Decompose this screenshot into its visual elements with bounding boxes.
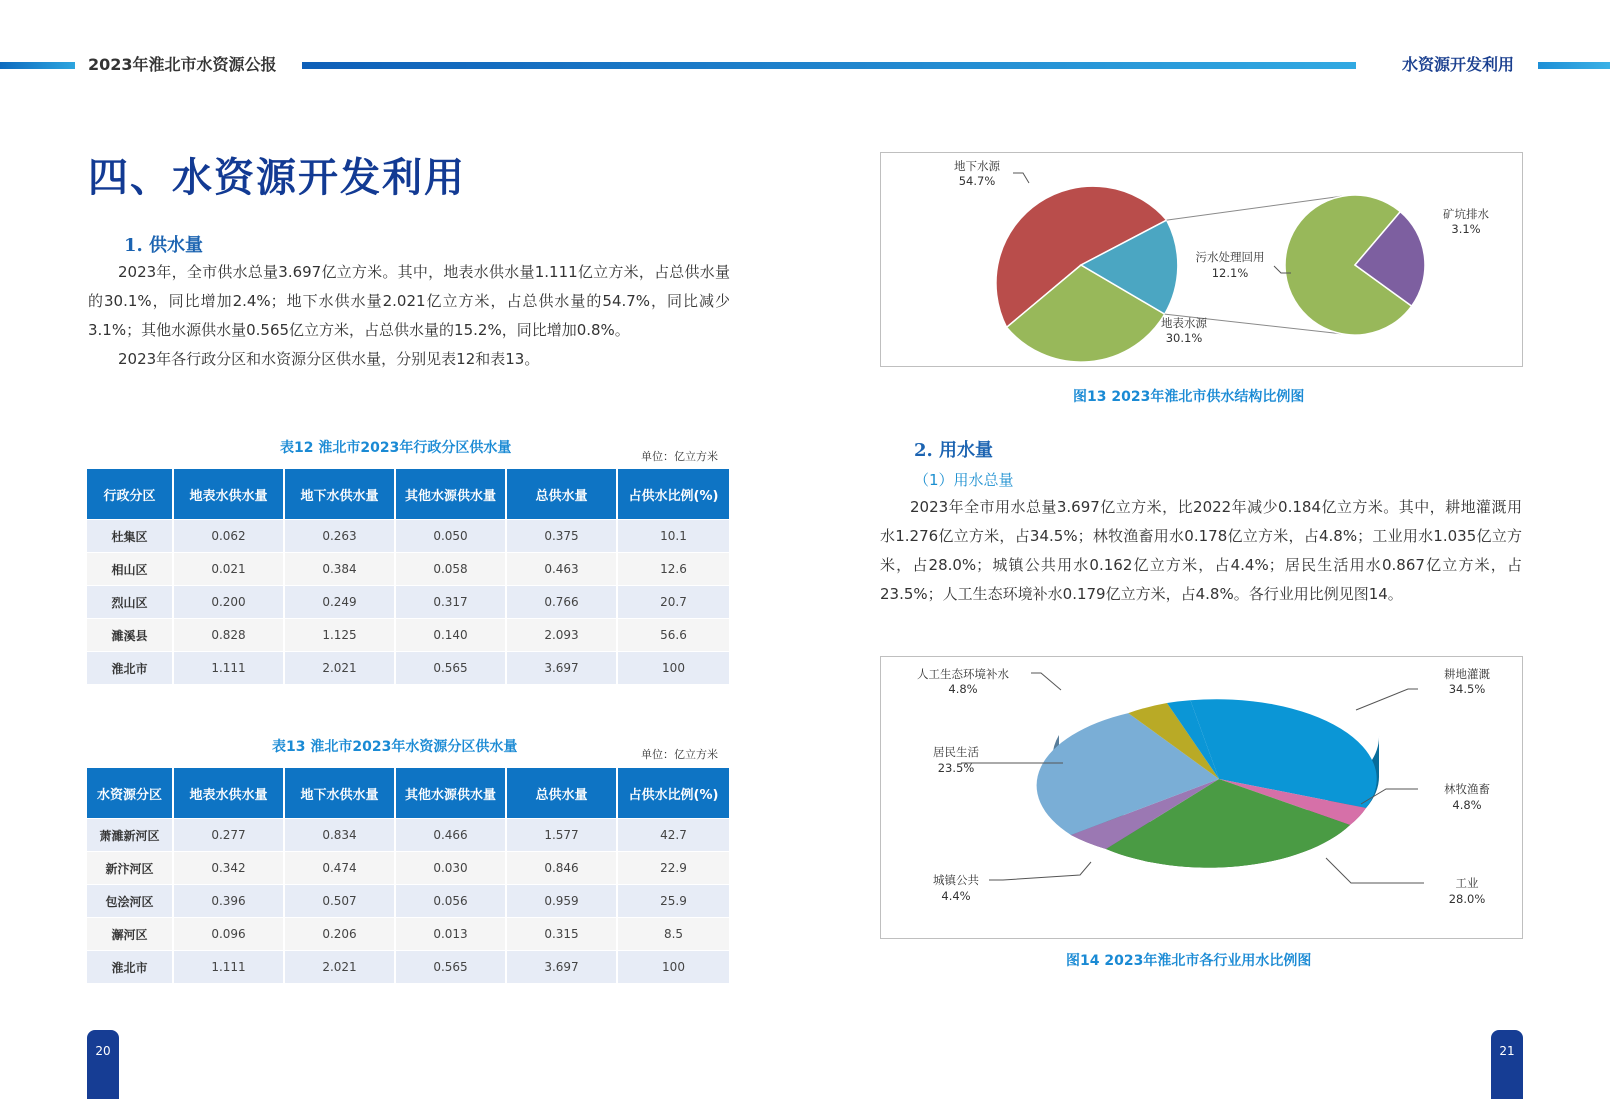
header-bar-right [1538,62,1610,69]
value-cell: 0.315 [506,918,617,951]
row-label-cell: 淮北市 [87,652,173,685]
page-number-left: 20 [95,1044,111,1058]
label-groundwater-name: 地下水源 [954,159,1000,173]
table-row [87,885,729,918]
leader-groundwater [1013,173,1029,183]
header-bar-left [0,62,75,69]
value-cell: 0.375 [506,520,617,553]
value-cell: 20.7 [617,586,729,619]
table12-unit: 单位：亿立方米 [641,450,718,463]
column-header: 地下水供水量 [284,768,395,819]
value-cell: 8.5 [617,918,729,951]
leader-public [989,862,1091,880]
column-header: 水资源分区 [87,768,173,819]
value-cell: 100 [617,951,729,984]
table-header-row [87,768,729,819]
usage-paragraph [880,493,1522,609]
value-cell: 42.7 [617,819,729,852]
label-sewage-name: 污水处理回用 [1195,250,1265,264]
value-cell: 0.317 [395,586,506,619]
value-cell: 2.021 [284,652,395,685]
value-cell: 0.466 [395,819,506,852]
row-label-cell: 萧濉新河区 [87,819,173,852]
figure13-caption: 图13 2023年淮北市供水结构比例图 [1073,389,1305,405]
page-number-right: 21 [1499,1044,1515,1058]
value-cell: 0.834 [284,819,395,852]
column-header: 地下水供水量 [284,469,395,520]
label-public-pct: 4.4% [941,889,971,903]
row-label-cell: 淮北市 [87,951,173,984]
table-row [87,918,729,951]
usage-para: 2023年全市用水总量3.697亿立方米，比2022年减少0.184亿立方米。其中，耕地灌溉用水1.276亿立方米，占34.5%；林牧渔畜用水0.178亿立方米，占4.8%；工业用水1.035亿立方米，占28.0%；城镇公共用水0.162亿立方米，占4.4%；居民生活用水0.867亿立方米，占23.5%；人工生态环境补水0.179亿立方米，占4.8%。各行业用比例见图14。 [880,498,1522,603]
column-header: 占供水比例(%) [617,469,729,520]
row-label-cell: 烈山区 [87,586,173,619]
value-cell: 0.463 [506,553,617,586]
column-header: 其他水源供水量 [395,768,506,819]
label-surface-name: 地表水源 [1161,316,1207,330]
value-cell: 1.111 [173,951,284,984]
label-public-name: 城镇公共 [933,873,979,887]
row-label-cell: 相山区 [87,553,173,586]
table-row [87,553,729,586]
value-cell: 2.021 [284,951,395,984]
value-cell: 0.030 [395,852,506,885]
label-groundwater-pct: 54.7% [958,174,996,188]
label-mine-pct: 3.1% [1451,222,1481,236]
label-residential-name: 居民生活 [933,745,979,759]
leader-irrigation [1356,689,1418,710]
value-cell: 0.058 [395,553,506,586]
value-cell: 0.263 [284,520,395,553]
value-cell: 0.766 [506,586,617,619]
value-cell: 12.6 [617,553,729,586]
label-surface-pct: 30.1% [1165,331,1203,345]
table-row [87,652,729,685]
value-cell: 0.096 [173,918,284,951]
figure13-frame [880,152,1523,367]
value-cell: 0.021 [173,553,284,586]
value-cell: 0.206 [284,918,395,951]
value-cell: 0.249 [284,586,395,619]
label-industry-pct: 28.0% [1448,892,1486,906]
leader-eco [1031,673,1061,690]
label-eco-pct: 4.8% [948,682,978,696]
chapter-title: 四、水资源开发利用 [88,154,466,201]
column-header: 地表水供水量 [173,768,284,819]
value-cell: 0.396 [173,885,284,918]
label-livestock-pct: 4.8% [1452,798,1482,812]
table12-caption: 表12 淮北市2023年行政分区供水量 [280,440,512,456]
value-cell: 56.6 [617,619,729,652]
column-header: 占供水比例(%) [617,768,729,819]
value-cell: 0.846 [506,852,617,885]
value-cell: 0.507 [284,885,395,918]
label-eco-name: 人工生态环境补水 [917,667,1009,681]
value-cell: 0.277 [173,819,284,852]
table-row [87,819,729,852]
value-cell: 0.342 [173,852,284,885]
value-cell: 0.013 [395,918,506,951]
label-residential-pct: 23.5% [937,761,975,775]
figure14-frame [880,656,1523,939]
value-cell: 1.125 [284,619,395,652]
table-row [87,619,729,652]
table13-caption: 表13 淮北市2023年水资源分区供水量 [272,739,518,755]
value-cell: 0.056 [395,885,506,918]
page-tab-left [87,1030,119,1099]
row-label-cell: 包浍河区 [87,885,173,918]
value-cell: 0.565 [395,652,506,685]
value-cell: 1.111 [173,652,284,685]
label-irrigation-pct: 34.5% [1448,682,1486,696]
value-cell: 1.577 [506,819,617,852]
table13-unit: 单位：亿立方米 [641,748,718,761]
header-bar-middle [302,62,1356,69]
table-header-row [87,469,729,520]
label-mine-name: 矿坑排水 [1443,207,1489,221]
value-cell: 100 [617,652,729,685]
value-cell: 0.140 [395,619,506,652]
column-header: 其他水源供水量 [395,469,506,520]
report-title: 2023年淮北市水资源公报 [88,55,277,74]
row-label-cell: 新汴河区 [87,852,173,885]
column-header: 总供水量 [506,768,617,819]
value-cell: 0.200 [173,586,284,619]
value-cell: 0.565 [395,951,506,984]
subsection-total-usage: （1）用水总量 [914,471,1014,489]
label-irrigation-name: 耕地灌溉 [1444,667,1490,681]
table-row [87,852,729,885]
value-cell: 10.1 [617,520,729,553]
figure14-3d-pie [881,657,1522,938]
value-cell: 0.384 [284,553,395,586]
header-section-title: 水资源开发利用 [1402,55,1515,74]
table-row [87,586,729,619]
value-cell: 0.062 [173,520,284,553]
value-cell: 0.050 [395,520,506,553]
value-cell: 3.697 [506,652,617,685]
row-label-cell: 杜集区 [87,520,173,553]
value-cell: 0.828 [173,619,284,652]
value-cell: 25.9 [617,885,729,918]
column-header: 行政分区 [87,469,173,520]
value-cell: 0.959 [506,885,617,918]
supply-para-2: 2023年各行政分区和水资源分区供水量，分别见表12和表13。 [118,350,540,368]
column-header: 总供水量 [506,469,617,520]
row-label-cell: 澥河区 [87,918,173,951]
value-cell: 3.697 [506,951,617,984]
section-title-supply: 1. 供水量 [124,235,204,256]
label-industry-name: 工业 [1455,876,1479,890]
section-title-usage: 2. 用水量 [914,440,994,461]
label-livestock-name: 林牧渔畜 [1444,782,1490,796]
value-cell: 0.474 [284,852,395,885]
value-cell: 22.9 [617,852,729,885]
label-sewage-pct: 12.1% [1211,266,1249,280]
supply-paragraph [88,258,730,374]
figure14-caption: 图14 2023年淮北市各行业用水比例图 [1066,953,1312,969]
column-header: 地表水供水量 [173,469,284,520]
table13-basin-supply [87,768,729,983]
supply-para-1: 2023年，全市供水总量3.697亿立方米。其中，地表水供水量1.111亿立方米，占总供水量的30.1%，同比增加2.4%；地下水供水量2.021亿立方米，占总供水量的54.7%，同比减少3.1%；其他水源供水量0.565亿立方米，占总供水量的15.2%，同比增加0.8%。 [88,263,730,339]
table12-admin-supply [87,469,729,684]
figure13-pie-of-pie [881,153,1522,366]
value-cell: 2.093 [506,619,617,652]
table-row [87,520,729,553]
table-row [87,951,729,984]
leader-industry [1326,858,1424,883]
page-tab-right [1491,1030,1523,1099]
row-label-cell: 濉溪县 [87,619,173,652]
